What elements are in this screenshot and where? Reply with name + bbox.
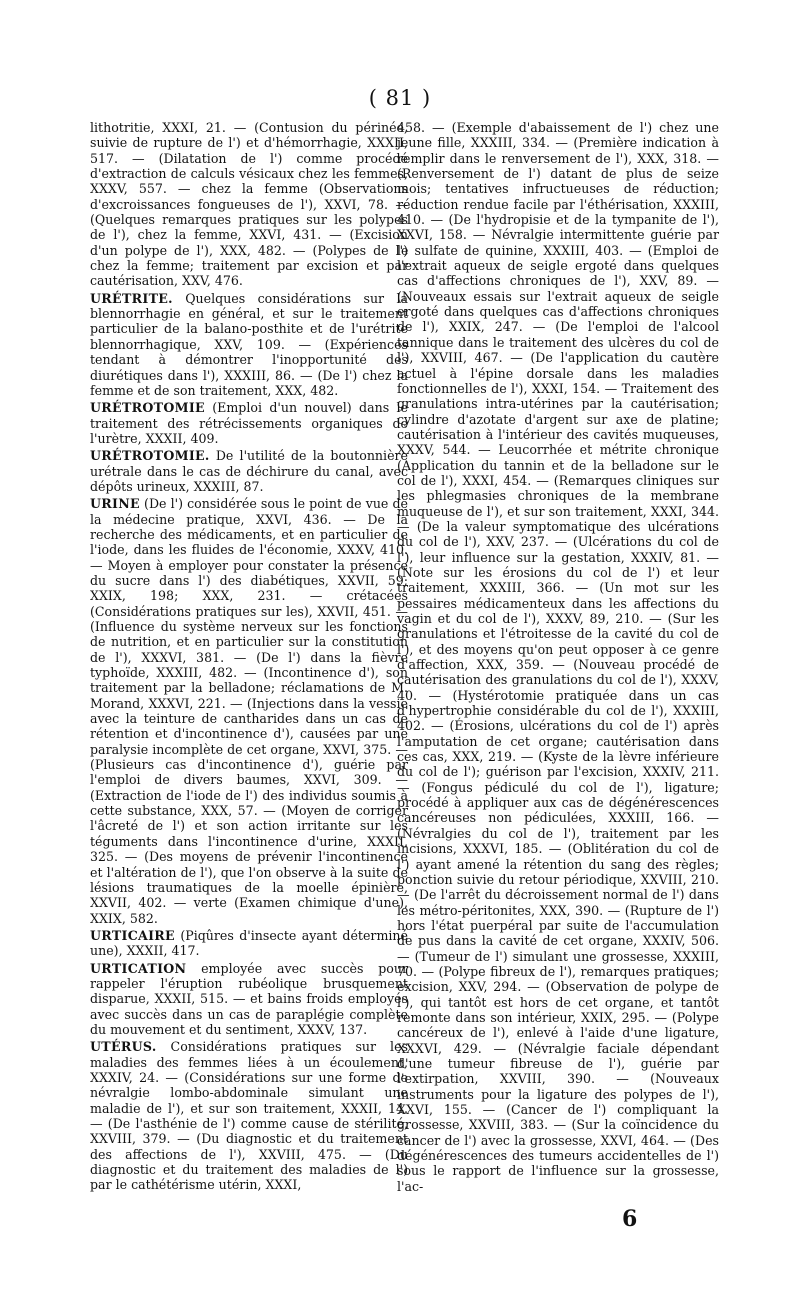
entry-headword: URÉTROTOMIE <box>90 400 205 416</box>
index-entry <box>90 448 408 494</box>
index-entry <box>90 291 408 398</box>
entry-text: De l'utilité de la boutonnière urétrale dans le cas de déchirure du canal, avec dépôts urineux, XXXIII, 87. <box>90 448 408 494</box>
entry-headword: URTICATION <box>90 960 187 976</box>
entry-text: Considérations pratiques sur les maladies des femmes liées à un écoulement, XXXIV, 24. — (Considérations sur une forme de névralgie lombo-abdominale simulant une maladie de l'), et sur son traitement, XXXII, 14. — (De l'asthénie de l') comme cause de stérilité, XXVIII, 379. — (Du diagnostic et du traitement des affections de l'), XXVIII, 475. — (Du diagnostic et du traitement des maladies de l') par le cathétérisme utérin, XXXI, <box>90 1039 408 1193</box>
right-column <box>397 120 719 1196</box>
left-column <box>90 120 408 1195</box>
entry-text: (De l') considérée sous le point de vue de la médecine pratique, XXVI, 436. — De la recherche des médicaments, et en particulier de l'iode, dans les fluides de l'économie, XXXV, 410. — Moyen à employer pour constater la présence du sucre dans l') des diabétiques, XXVII, 59; XXIX, 198; XXX, 231. — crétacées (Considérations pratiques sur les), XXVII, 451. — (Influence du système nerveux sur les fonctions de nutrition, et en particulier sur la constitution de l'), XXXVI, 381. — (De l') dans la fièvre typhoïde, XXXIII, 482. — (Incontinence d'), son traitement par la belladone; réclamations de M. Morand, XXXVI, 221. — (Injections dans la vessie avec la teinture de cantharides dans un cas de rétention et d'incontinence d'), causées par une paralysie incomplète de cet organe, XXVI, 375. — (Plusieurs cas d'incontinence d'), guérie par l'emploi de divers baumes, XXVI, 309. — (Extraction de l'iode de l') des individus soumis à cette substance, XXX, 57. — (Moyen de corriger l'âcreté de l') et son action irritante sur les téguments dans l'incontinence d'urine, XXXII, 325. — (Des moyens de prévenir l'incontinence et l'altération de l'), que l'on observe à la suite de lésions traumatiques de la moelle épinière, XXVII, 402. — verte (Examen chimique d'une), XXIX, 582. <box>90 496 408 926</box>
index-entry <box>90 961 408 1038</box>
index-entry <box>90 496 408 926</box>
entry-text: Quelques considérations sur la blennorrhagie en général, et sur le traitement particulier de la balano-posthite et de l'urétrite blennorrhagique, XXV, 109. — (Expériences tendant à démontrer l'inopportunité des diurétiques dans l'), XXXIII, 86. — (De l') chez la femme et de son traitement, XXX, 482. <box>90 290 408 398</box>
entry-headword: URTICAIRE <box>90 927 175 943</box>
entry-headword: URÉTRITE. <box>90 290 173 306</box>
index-entry <box>90 120 408 289</box>
index-entry <box>90 928 408 959</box>
entry-text: employée avec succès pour rappeler l'éruption rubéolique brusquement disparue, XXXII, 515. — et bains froids employés avec succès dans un cas de paraplégie complète du mouvement et du sentiment, XXXV, 137. <box>90 960 408 1037</box>
entry-headword: UTÉRUS. <box>90 1039 157 1055</box>
index-entry <box>90 400 408 446</box>
entry-text: 458. — (Exemple d'abaissement de l') chez une jeune fille, XXXIII, 334. — (Première indication à remplir dans le renversement de l'), XXX, 318. — (Renversement de l') datant de plus de seize mois; tentatives infructueuses de réduction; réduction rendue facile par l'éthérisation, XXXIII, 410. — (De l'hydropisie et de la tympanite de l'), XXVI, 158. — Névralgie intermittente guérie par le sulfate de quinine, XXXIII, 403. — (Emploi de l'extrait aqueux de seigle ergoté dans quelques cas d'affections chroniques de l'), XXV, 89. — (Nouveaux essais sur l'extrait aqueux de seigle ergoté dans quelques cas d'affections chroniques de l'), XXIX, 247. — (De l'emploi de l'alcool tannique dans le traitement des ulcères du col de l'), XXVIII, 467. — (De l'application du cautère actuel à l'épine dorsale dans les maladies fonctionnelles de l'), XXXI, 154. — Traitement des granulations intra-utérines par la cautérisation; cylindre d'azotate d'argent sur axe de platine; cautérisation à l'intérieur des cavités muqueuses, XXXV, 544. — Leucorrhée et métrite chronique (Application du tannin et de la belladone sur le col de l'), XXXI, 454. — (Remarques cliniques sur les phlegmasies chroniques de la membrane muqueuse de l'), et sur son traitement, XXXI, 344. — (De la valeur symptomatique des ulcérations du col de l'), XXV, 237. — (Ulcérations du col de l'), leur influence sur la gestation, XXXIV, 81. — (Note sur les érosions du col de l') et leur traitement, XXXIII, 366. — (Un mot sur les pessaires médicamenteux dans les affections du vagin et du col de l'), XXXV, 89, 210. — (Sur les granulations et l'étroitesse de la cavité du col de l'), et des moyens qu'on peut opposer à ce genre d'affection, XXX, 359. — (Nouveau procédé de cautérisation des granulations du col de l'), XXXV, 40. — (Hystérotomie pratiquée dans un cas d'hypertrophie considérable du col de l'), XXXIII, 402. — (Érosions, ulcérations du col de l') après l'amputation de cet organe; cautérisation dans ces cas, XXX, 219. — (Kyste de la lèvre inférieure du col de l'); guérison par l'excision, XXXIV, 211. — (Fongus pédiculé du col de l'), ligature; procédé à appliquer aux cas de dégénérescences cancéreuses non pédiculées, XXXIII, 166. — (Névralgies du col de l'), traitement par les incisions, XXXVI, 185. — (Oblitération du col de l') ayant amené la rétention du sang des règles; ponction suivie du retour périodique, XXVIII, 210. — (De l'arrêt du décroissement normal de l') dans les métro-péritonites, XXX, 390. — (Rupture de l') hors l'état puerpéral par suite de l'accumulation de pus dans la cavité de cet organe, XXXIV, 506. — (Tumeur de l') simulant une grossesse, XXXIII, 70. — (Polype fibreux de l'), remarques pratiques; excision, XXV, 294. — (Observation de polype de l'), qui tantôt est hors de cet organe, et tantôt remonte dans son intérieur, XXIX, 295. — (Polype cancéreux de l'), enlevé à l'aide d'une ligature, XXXVI, 429. — (Névralgie faciale dépendant d'une tumeur fibreuse de l'), guérie par l'extirpation, XXVIII, 390. — (Nouveaux instruments pour la ligature des polypes de l'), XXVI, 155. — (Cancer de l') compliquant la grossesse, XXVIII, 383. — (Sur la coïncidence du cancer de l') avec la grossesse, XXVI, 464. — (Des dégénérescences des tumeurs accidentelles de l') sous le rapport de l'influence sur la grossesse, l'ac- <box>397 120 719 1194</box>
entry-text: (Piqûres d'insecte ayant déterminé une), XXXII, 417. <box>90 927 408 959</box>
entry-headword: URINE <box>90 496 140 512</box>
page-number: ( 81 ) <box>368 86 432 110</box>
signature-mark: 6 <box>622 1206 638 1232</box>
entry-text: (Emploi d'un nouvel) dans le traitement des rétrécissements organiques de l'urètre, XXXII, 409. <box>90 400 408 446</box>
entry-text: lithotritie, XXXI, 21. — (Contusion du périnée, suivie de rupture de l') et d'hémorrhagie, XXXII, 517. — (Dilatation de l') comme procédé d'extraction de calculs vésicaux chez les femmes, XXXV, 557. — chez la femme (Observations d'excroissances fongueuses de l'), XXVI, 78. — (Quelques remarques pratiques sur les polypes de l'), chez la femme, XXVI, 431. — (Excision d'un polype de l'), XXX, 482. — (Polypes de l') chez la femme; traitement par excision et par cautérisation, XXV, 476. <box>90 120 408 289</box>
index-entry <box>90 1039 408 1192</box>
index-entry <box>397 120 719 1194</box>
entry-headword: URÉTROTOMIE. <box>90 448 210 464</box>
